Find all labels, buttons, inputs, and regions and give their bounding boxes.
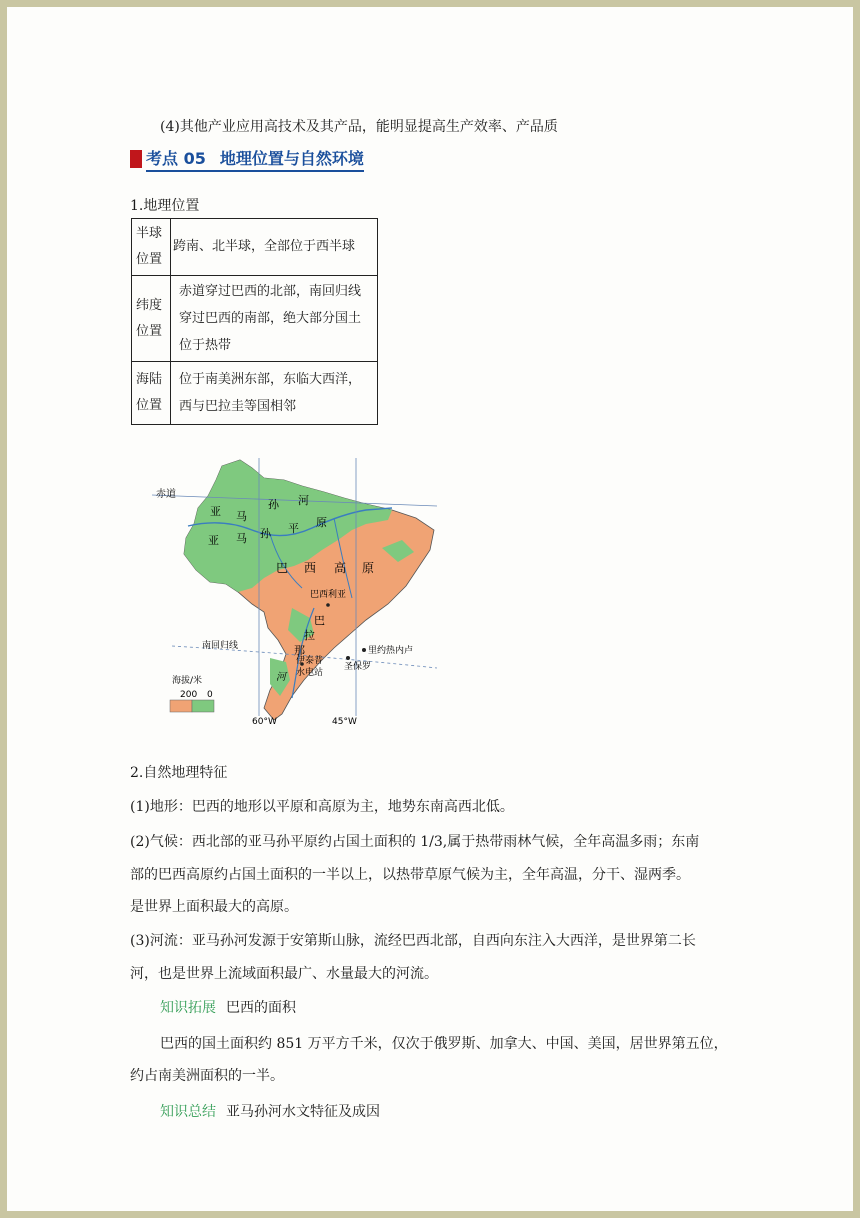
table-row	[132, 276, 378, 362]
knowledge-extension	[160, 998, 296, 1018]
extension-line-1: 巴西的国土面积约 851 万平方千米，仅次于俄罗斯、加拿大、中国、美国，居世界第五位，	[160, 1036, 728, 1052]
intro-line: (4)其他产业应用高技术及其产品，能明显提高生产效率、产品质	[160, 119, 558, 135]
saopaulo-label: 圣保罗	[344, 662, 372, 672]
parana-char: 巴	[314, 614, 325, 627]
saopaulo-dot	[346, 656, 350, 660]
river-line-2: 河，也是世界上流域面积最广、水量最大的河流。	[130, 966, 438, 982]
legend-0: 0	[207, 690, 213, 700]
plateau-char: 西	[304, 561, 317, 575]
extension-title: 巴西的面积	[226, 1000, 296, 1016]
amazon-char: 马	[236, 510, 247, 523]
legend-lowland-swatch	[192, 700, 214, 712]
extension-line-2: 约占南美洲面积的一半。	[130, 1068, 284, 1084]
parana-char: 拉	[304, 629, 315, 642]
table-value: 赤道穿过巴西的北部，南回归线穿过巴西的南部，绝大部分国土位于热带	[171, 276, 378, 362]
plain-char: 孙	[260, 527, 271, 540]
plateau-char: 原	[362, 561, 375, 575]
heading-marker	[130, 150, 142, 168]
plain-char: 原	[316, 516, 327, 529]
subheading-nature: 2.自然地理特征	[130, 765, 228, 781]
climate-line-1: (2)气候：西北部的亚马孙平原约占国土面积的 1/3,属于热带雨林气候，全年高温多雨；东南	[130, 834, 700, 850]
equator-label: 赤道	[156, 489, 176, 500]
document-page	[7, 7, 853, 1211]
brazil-map	[152, 458, 452, 733]
lon60-label: 60°W	[252, 717, 277, 727]
table-row	[132, 219, 378, 276]
table-key: 半球位置	[132, 219, 171, 276]
location-table	[131, 218, 378, 425]
climate-line-3: 是世界上面积最大的高原。	[130, 899, 298, 915]
extension-tag: 知识拓展	[160, 1000, 216, 1016]
legend-title: 海拔/米	[172, 676, 203, 686]
table-key: 纬度位置	[132, 276, 171, 362]
rio-label: 里约热内卢	[368, 646, 414, 656]
section-label: 考点 05	[146, 149, 206, 168]
river-label: 河	[276, 672, 286, 683]
lon45-label: 45°W	[332, 717, 357, 727]
knowledge-summary	[160, 1102, 380, 1122]
itaipu-label: 伊泰普	[296, 656, 324, 666]
plateau-char: 高	[334, 561, 347, 575]
plateau-char: 巴	[276, 561, 289, 575]
legend-highland-swatch	[170, 700, 192, 712]
plain-char: 马	[236, 532, 247, 545]
legend-200: 200	[180, 690, 198, 700]
amazon-char: 孙	[268, 498, 279, 511]
table-row	[132, 362, 378, 425]
terrain-text: (1)地形：巴西的地形以平原和高原为主，地势东南高西北低。	[130, 799, 514, 815]
section-title: 地理位置与自然环境	[219, 149, 364, 168]
plain-char: 平	[288, 522, 299, 535]
summary-title: 亚马孙河水文特征及成因	[226, 1104, 380, 1120]
amazon-char: 河	[298, 494, 309, 507]
table-value: 位于南美洲东部，东临大西洋，西与巴拉圭等国相邻	[171, 362, 378, 425]
table-key: 海陆位置	[132, 362, 171, 425]
amazon-char: 亚	[210, 505, 221, 518]
tropic-label: 南回归线	[202, 641, 239, 651]
summary-tag: 知识总结	[160, 1104, 216, 1120]
section-heading	[130, 146, 364, 172]
itaipu-label: 水电站	[296, 668, 324, 678]
river-line-1: (3)河流：亚马孙河发源于安第斯山脉，流经巴西北部，自西向东注入大西洋，是世界第二长	[130, 933, 696, 949]
brasilia-label: 巴西利亚	[310, 590, 347, 600]
plain-char: 亚	[208, 534, 219, 547]
table-value: 跨南、北半球，全部位于西半球	[171, 219, 378, 276]
parana-char: 那	[294, 644, 305, 657]
brasilia-dot	[326, 603, 330, 607]
climate-line-2: 部的巴西高原约占国土面积的一半以上，以热带草原气候为主，全年高温，分干、湿两季。	[130, 867, 690, 883]
subheading-location: 1.地理位置	[130, 198, 200, 214]
rio-dot	[362, 648, 366, 652]
